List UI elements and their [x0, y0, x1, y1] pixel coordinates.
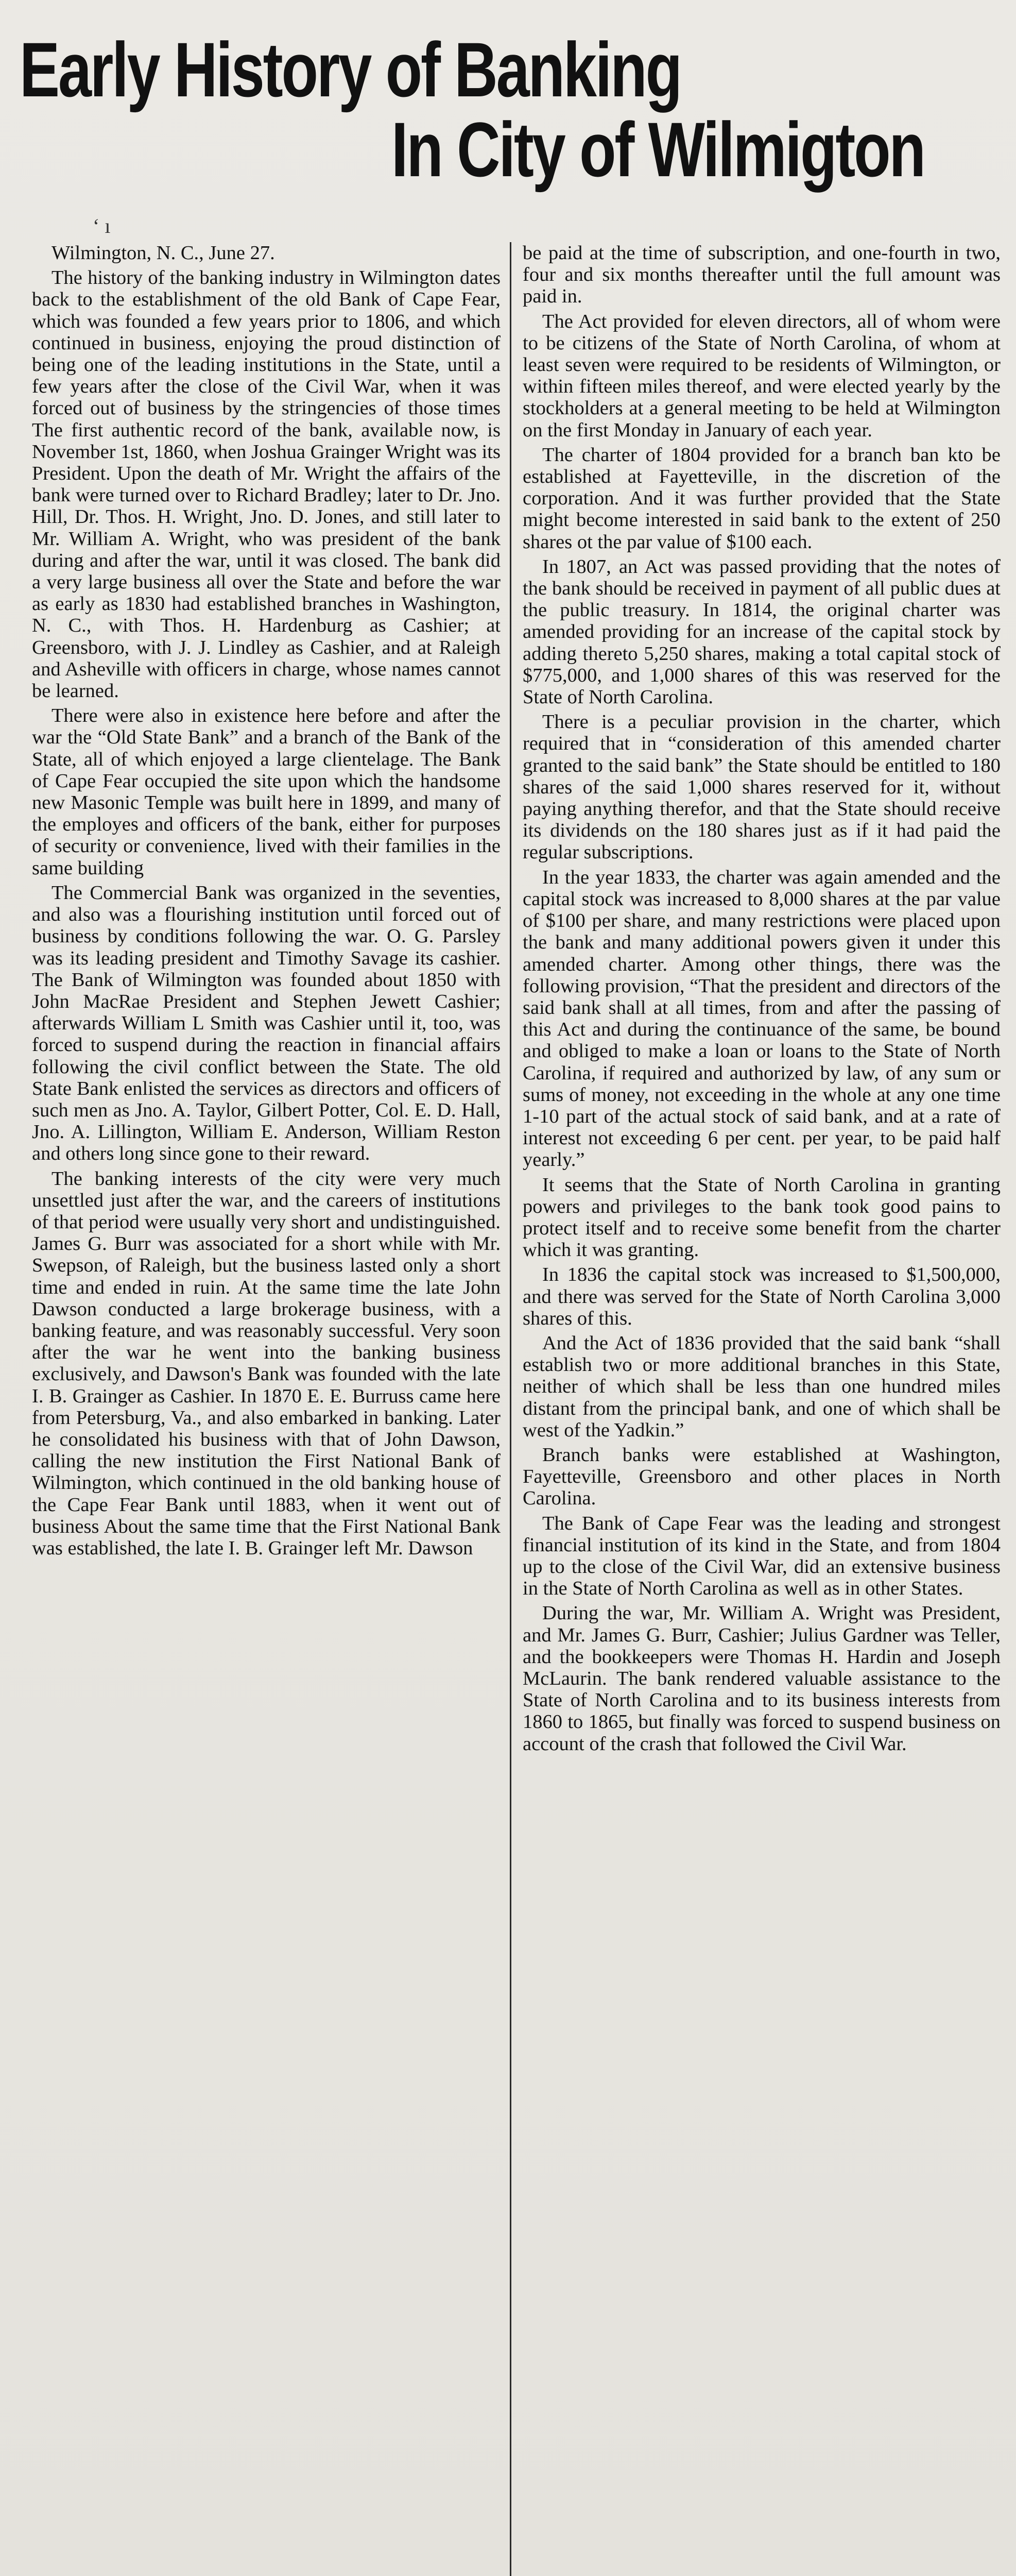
article-columns	[10, 242, 1006, 2576]
paragraph: The Bank of Cape Fear was the leading and strongest financial institution of its kind in the State, and from 1804 up to the close of the Civil War, did an extensive business in the State of North Carolina as well as in other States.	[523, 1512, 1001, 1600]
headline-line-2: In City of Wilmigton	[391, 106, 924, 193]
paragraph: In 1836 the capital stock was increased to $1,500,000, and there was served for the State of North Carolina 3,000 shares of this.	[523, 1264, 1001, 1329]
dateline: Wilmington, N. C., June 27.	[51, 242, 275, 264]
paragraph: The history of the banking industry in Wilmington dates back to the establishment of the old Bank of Cape Fear, which was founded a few years prior to 1806, and which continued in business, enjoying the proud distinction of being one of the leading institutions in the State, until a few years after the close of the Civil War, when it was forced out of business by the stringencies of those times The first authentic record of the bank, available now, is November 1st, 1860, when Joshua Grainger Wright was its President. Upon the death of Mr. Wright the affairs of the bank were turned over to Richard Bradley; later to Dr. Jno. Hill, Dr. Thos. H. Wright, Jno. D. Jones, and still later to Mr. William A. Wright, who was president of the bank during and after the war, until it was closed. The bank did a very large business all over the State and before the war as early as 1830 had established branches in Washington, N. C., with Thos. H. Hardenburg as Cashier; at Greensboro, with J. J. Lindley as Cashier, and at Raleigh and Asheville with officers in charge, whose names cannot be learned.	[32, 267, 501, 702]
paragraph: The Act provided for eleven directors, all of whom were to be citizens of the State of North Carolina, of whom at least seven were required to be residents of Wilmington, or within fifteen miles thereof, and were elected yearly by the stockholders at a general meeting to be held at Wilmington on the first Monday in January of each year.	[523, 310, 1001, 441]
paragraph: The charter of 1804 provided for a branch ban kto be established at Fayetteville, in the discretion of the corporation. And it was further provided that the State might become interested in said bank to the extent of 250 shares ot the par value of $100 each.	[523, 444, 1001, 553]
paragraph: During the war, Mr. William A. Wright was President, and Mr. James G. Burr, Cashier; Julius Gardner was Teller, and the bookkeepers were Thomas H. Hardin and Joseph McLaurin. The bank rendered valuable assistance to the State of North Carolina and to its business interests from 1860 to 1865, but finally was forced to suspend business on account of the crash that followed the Civil War.	[523, 1602, 1001, 1755]
paragraph: The banking interests of the city were very much unsettled just after the war, and the careers of institutions of that period were usually very short and undistinguished. James G. Burr was associated for a short while with Mr. Swepson, of Raleigh, but the business lasted only a short time and ended in ruin. At the same time the late John Dawson conducted a large brokerage business, with a banking feature, and was reasonably successful. Very soon after the war he went into the banking business exclusively, and Dawson's Bank was founded with the late I. B. Grainger as Cashier. In 1870 E. E. Burruss came here from Petersburg, Va., and also embarked in banking. Later he consolidated his business with that of John Dawson, calling the new institution the First National Bank of Wilmington, which continued in the old banking house of the Cape Fear Bank until 1883, when it went out of business About the same time that the First National Bank was established, the late I. B. Grainger left Mr. Dawson	[32, 1167, 501, 1559]
headline	[10, 10, 1006, 238]
paragraph: In the year 1833, the charter was again amended and the capital stock was increased to 8,000 shares at the par value of $100 per share, and many restrictions were placed upon the bank and many additional powers given it under this amended charter. Among other things, there was the following provision, “That the president and directors of the said bank shall at all times, from and after the passing of this Act and during the continuance of the same, be bound and obliged to make a loan or loans to the State of North Carolina, if required and authorized by law, of any sum or sums of money, not exceeding in the whole at any one time 1-10 part of the actual stock of said bank, and at a rate of interest not exceeding 6 per cent. per year, to be paid half yearly.”	[523, 866, 1001, 1171]
right-column	[511, 242, 1006, 2576]
paragraph: Branch banks were established at Washington, Fayetteville, Greensboro and other places in North Carolina.	[523, 1444, 1001, 1510]
left-column	[10, 242, 510, 2576]
headline-line-1: Early History of Banking	[20, 26, 681, 113]
paragraph: In 1807, an Act was passed providing that the notes of the bank should be received in payment of all public dues at the public treasury. In 1814, the original charter was amended providing for an increase of the capital stock by adding thereto 5,250 shares, making a total capital stock of $775,000, and 1,000 shares of this was reserved for the State of North Carolina.	[523, 555, 1001, 708]
paragraph	[32, 242, 501, 264]
paragraph: There were also in existence here before and after the war the “Old State Bank” and a branch of the Bank of the State, all of which enjoyed a large clientelage. The Bank of Cape Fear occupied the site upon which the handsome new Masonic Temple was built here in 1899, and many of the employes and officers of the bank, either for purposes of security or convenience, lived with their families in the same building	[32, 705, 501, 879]
paragraph: There is a peculiar provision in the charter, which required that in “consideration of this amended charter granted to the said bank” the State should be entitled to 180 shares of the said 1,000 shares reserved for it, without paying anything therefor, and that the State should receive its dividends on the 180 shares just as if it had paid the regular subscriptions.	[523, 711, 1001, 863]
paragraph: And the Act of 1836 provided that the said bank “shall establish two or more additional branches in this State, neither of which shall be less than one hundred miles distant from the principal bank, and one of which shall be west of the Yadkin.”	[523, 1332, 1001, 1441]
paragraph: The Commercial Bank was organized in the seventies, and also was a flourishing institution until forced out of business by conditions following the war. O. G. Parsley was its leading president and Timothy Savage its cashier. The Bank of Wilmington was founded about 1850 with John MacRae President and Stephen Jewett Cashier; afterwards William L Smith was Cashier until it, too, was forced to suspend during the reaction in financial affairs following the civil conflict between the State. The old State Bank enlisted the services as directors and officers of such men as Jno. A. Taylor, Gilbert Potter, Col. E. D. Hall, Jno. A. Lillington, William E. Anderson, William Reston and others long since gone to their reward.	[32, 882, 501, 1165]
printer-mark: ‘ ı	[93, 214, 111, 238]
paragraph-continued: be paid at the time of subscription, and one-fourth in two, four and six months thereafter until the full amount was paid in.	[523, 242, 1001, 308]
paragraph: It seems that the State of North Carolina in granting powers and privileges to the bank took good pains to protect itself and to receive some benefit from the charter which it was granting.	[523, 1174, 1001, 1261]
